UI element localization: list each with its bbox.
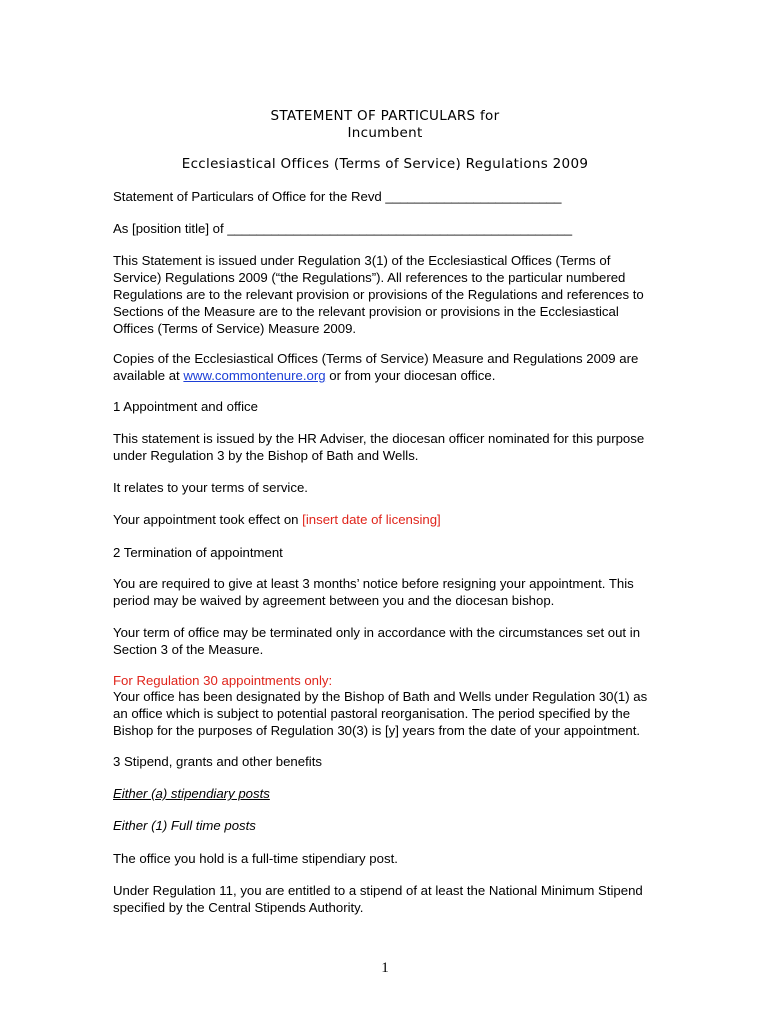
either-1-heading: Either (1) Full time posts: [113, 818, 256, 833]
position-line: As [position title] of _______________________________________________: [113, 221, 573, 236]
page-number: 1: [381, 960, 389, 976]
section-1-paragraph-1: This statement is issued by the HR Adviser, the diocesan officer nominated for this purpose under Regulation 3 by the Bishop of Bath and Wells.: [113, 431, 645, 463]
copies-paragraph: [113, 350, 658, 384]
section-3-heading: 3 Stipend, grants and other benefits: [113, 754, 322, 769]
document-subtitle: Ecclesiastical Offices (Terms of Service) Regulations 2009: [181, 156, 589, 172]
section-2-paragraph-3: Your office has been designated by the Bishop of Bath and Wells under Regulation 30(1) as an office which is subject to potential pastoral reorganisation. The period specified by the Bishop for the purposes of Regulation 30(3) is [y] years from the date of your appointment.: [113, 689, 648, 738]
licensing-date-placeholder: [insert date of licensing]: [302, 512, 441, 527]
copies-text-post: or from your diocesan office.: [325, 368, 496, 383]
section-1-paragraph-2: It relates to your terms of service.: [113, 480, 308, 495]
section-1-paragraph-3: [113, 511, 658, 528]
revd-line: Statement of Particulars of Office for the Revd ________________________: [113, 189, 562, 204]
copies-text-pre: Copies of the Ecclesiastical Offices (Terms of Service) Measure and Regulations 2009 are available at: [113, 351, 639, 383]
appointment-effect-text: Your appointment took effect on: [113, 512, 303, 527]
either-a-heading: Either (a) stipendiary posts: [113, 786, 270, 801]
section-2-paragraph-1: You are required to give at least 3 months’ notice before resigning your appointment. This period may be waived by agreement between you and the diocesan bishop.: [113, 576, 634, 608]
commontenure-link[interactable]: www.commontenure.org: [183, 368, 326, 383]
document-title-line2: Incumbent: [347, 125, 423, 141]
section-3-paragraph-2: Under Regulation 11, you are entitled to a stipend of at least the National Minimum Stipend specified by the Central Stipends Authority.: [113, 883, 643, 915]
document-title-line1: STATEMENT OF PARTICULARS for: [270, 108, 500, 124]
section-2-heading: 2 Termination of appointment: [113, 545, 283, 560]
section-3-paragraph-1: The office you hold is a full-time stipendiary post.: [113, 851, 398, 866]
intro-paragraph: This Statement is issued under Regulation 3(1) of the Ecclesiastical Offices (Terms of Service) Regulations 2009 (“the Regulations”). All references to the particular numbered Regulations are to the relevant provision or provisions of the Regulations and references to Sections of the Measure are to the relevant provision or provisions in the Ecclesiastical Offices (Terms of Service) Measure 2009.: [113, 253, 644, 336]
regulation-30-note: For Regulation 30 appointments only:: [113, 673, 333, 688]
section-1-heading: 1 Appointment and office: [113, 399, 258, 414]
section-2-paragraph-2: Your term of office may be terminated only in accordance with the circumstances set out in Section 3 of the Measure.: [113, 625, 641, 657]
